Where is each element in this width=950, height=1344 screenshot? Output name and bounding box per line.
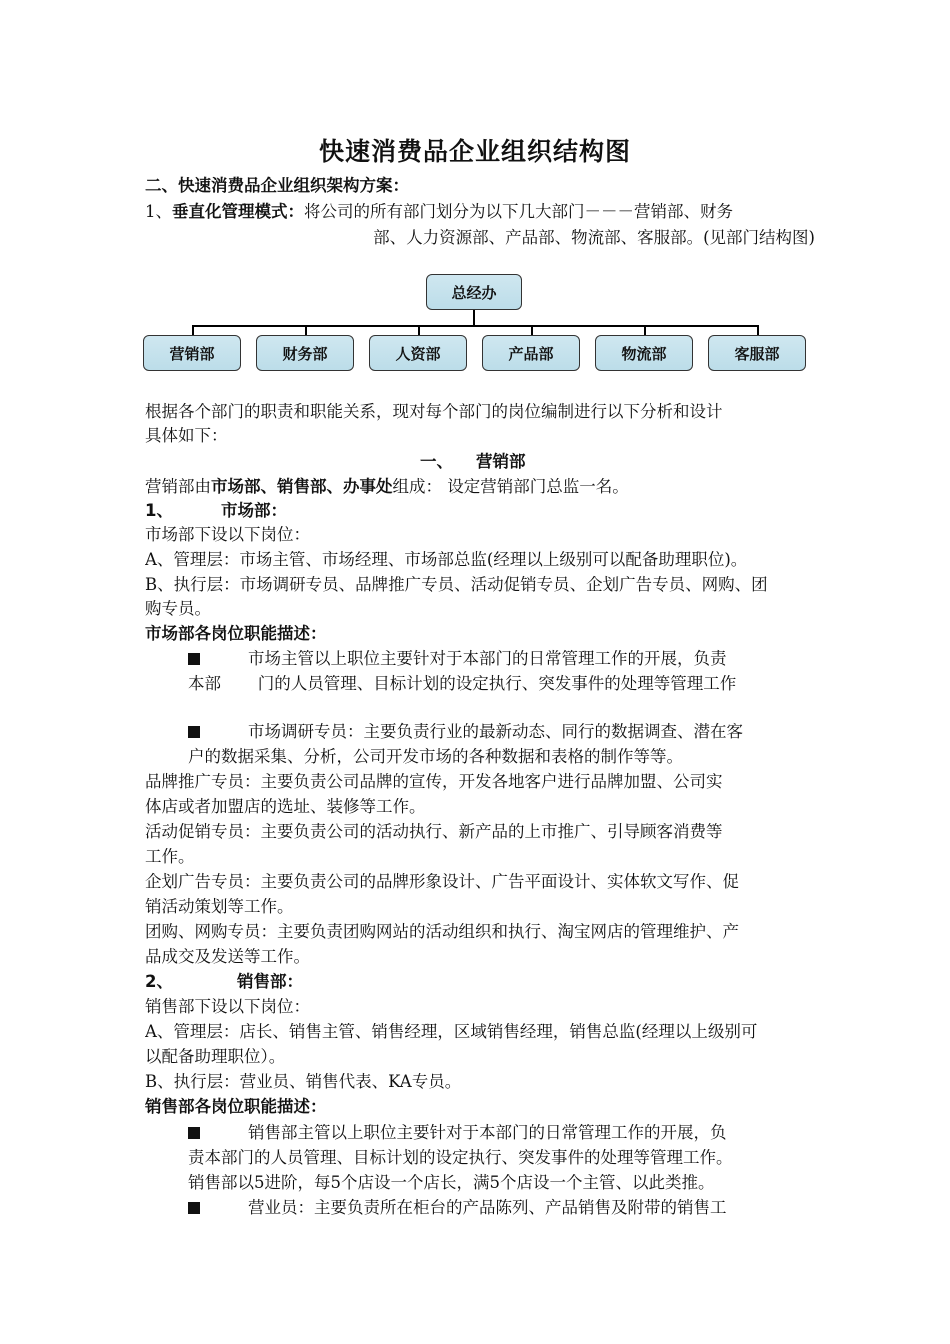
sales-mgmt: 以配备助理职位）。 [145, 1047, 286, 1066]
org-connector [473, 310, 475, 326]
market-desc-heading: 市场部各岗位职能描述： [145, 624, 327, 643]
heading-text: 市场部： [220, 501, 287, 520]
sales-heading [145, 970, 815, 994]
sales-mgmt: A、管理层：店长、销售主管、销售经理，区域销售经理，销售总监(经理以上级别可 [145, 1022, 758, 1041]
square-bullet-icon [188, 1202, 200, 1214]
org-dept-box: 财务部 [256, 335, 354, 371]
bullet-text: 责本部门的人员管理、目标计划的设定执行、突发事件的处理等管理工作。 [188, 1148, 733, 1167]
square-bullet-icon [188, 726, 200, 738]
ad-desc: 企划广告专员：主要负责公司的品牌形象设计、广告平面设计、实体软文写作、促 [145, 872, 739, 891]
heading-number: 1、 [145, 501, 173, 520]
mode-bold: 垂直化管理模式： [172, 202, 304, 221]
bullet-item [188, 1196, 727, 1220]
bullet-text: 市场主管以上职位主要针对于本部门的日常管理工作的开展，负责 [248, 649, 727, 668]
group-desc: 团购、网购专员：主要负责团购网站的活动组织和执行、淘宝网店的管理维护、产 [145, 922, 739, 941]
mode-line-1 [145, 200, 815, 224]
mode-prefix: 1、 [145, 202, 172, 221]
sales-desc-heading: 销售部各岗位职能描述： [145, 1097, 327, 1116]
comp-bold: 市场部、销售部、办事处 [211, 477, 393, 496]
market-setup: 市场部下设以下岗位： [145, 525, 310, 544]
org-dept-box: 营销部 [143, 335, 241, 371]
org-dept-box: 物流部 [595, 335, 693, 371]
square-bullet-icon [188, 653, 200, 665]
marketing-heading: 一、 营销部 [420, 452, 526, 471]
org-dept-box: 产品部 [482, 335, 580, 371]
bullet-item [188, 720, 743, 744]
intro-line: 根据各个部门的职责和职能关系，现对每个部门的岗位编制进行以下分析和设计 [145, 402, 723, 421]
bullet-text: 营业员：主要负责所在柜台的产品陈列、产品销售及附带的销售工 [248, 1198, 727, 1217]
section-heading: 二、快速消费品企业组织架构方案： [145, 176, 409, 195]
mode-text: 将公司的所有部门划分为以下几大部门－－－营销部、财务 [304, 202, 733, 221]
org-dept-box: 人资部 [369, 335, 467, 371]
org-connector [192, 325, 758, 327]
heading-text: 销售部： [236, 972, 303, 991]
bullet-text: 销售部以5进阶，每5个店设一个店长，满5个店设一个主管、以此类推。 [188, 1173, 715, 1192]
market-exec: 购专员。 [145, 599, 211, 618]
brand-desc: 品牌推广专员：主要负责公司品牌的宣传，开发各地客户进行品牌加盟、公司实 [145, 772, 723, 791]
square-bullet-icon [188, 1127, 200, 1139]
page-title: 快速消费品企业组织结构图 [318, 137, 631, 166]
promo-desc: 工作。 [145, 847, 195, 866]
intro-line: 具体如下： [145, 426, 228, 445]
brand-desc: 体店或者加盟店的选址、装修等工作。 [145, 797, 426, 816]
comp-post: 组成： 设定营销部门总监一名。 [392, 477, 629, 496]
bullet-text: 市场调研专员：主要负责行业的最新动态、同行的数据调查、潜在客 [248, 722, 743, 741]
heading-number: 2、 [145, 972, 173, 991]
sales-setup: 销售部下设以下岗位： [145, 997, 310, 1016]
market-heading [145, 499, 815, 523]
promo-desc: 活动促销专员：主要负责公司的活动执行、新产品的上市推广、引导顾客消费等 [145, 822, 723, 841]
group-desc: 品成交及发送等工作。 [145, 947, 310, 966]
org-dept-box: 客服部 [708, 335, 806, 371]
market-exec: B、执行层：市场调研专员、品牌推广专员、活动促销专员、企划广告专员、网购、团 [145, 575, 768, 594]
mode-line-2: 部、人力资源部、产品部、物流部、客服部。(见部门结构图) [373, 228, 815, 247]
bullet-item [188, 1121, 727, 1145]
comp-pre: 营销部由 [145, 477, 211, 496]
bullet-text: 本部 门的人员管理、目标计划的设定执行、突发事件的处理等管理工作 [188, 674, 737, 693]
marketing-composition [145, 475, 815, 499]
org-root-box: 总经办 [426, 274, 522, 310]
market-mgmt: A、管理层：市场主管、市场经理、市场部总监(经理以上级别可以配备助理职位)。 [145, 550, 748, 569]
bullet-text: 销售部主管以上职位主要针对于本部门的日常管理工作的开展，负 [248, 1123, 727, 1142]
bullet-item [188, 647, 727, 671]
sales-exec: B、执行层：营业员、销售代表、KA专员。 [145, 1072, 462, 1091]
bullet-text: 户的数据采集、分析，公司开发市场的各种数据和表格的制作等等。 [188, 747, 683, 766]
ad-desc: 销活动策划等工作。 [145, 897, 294, 916]
